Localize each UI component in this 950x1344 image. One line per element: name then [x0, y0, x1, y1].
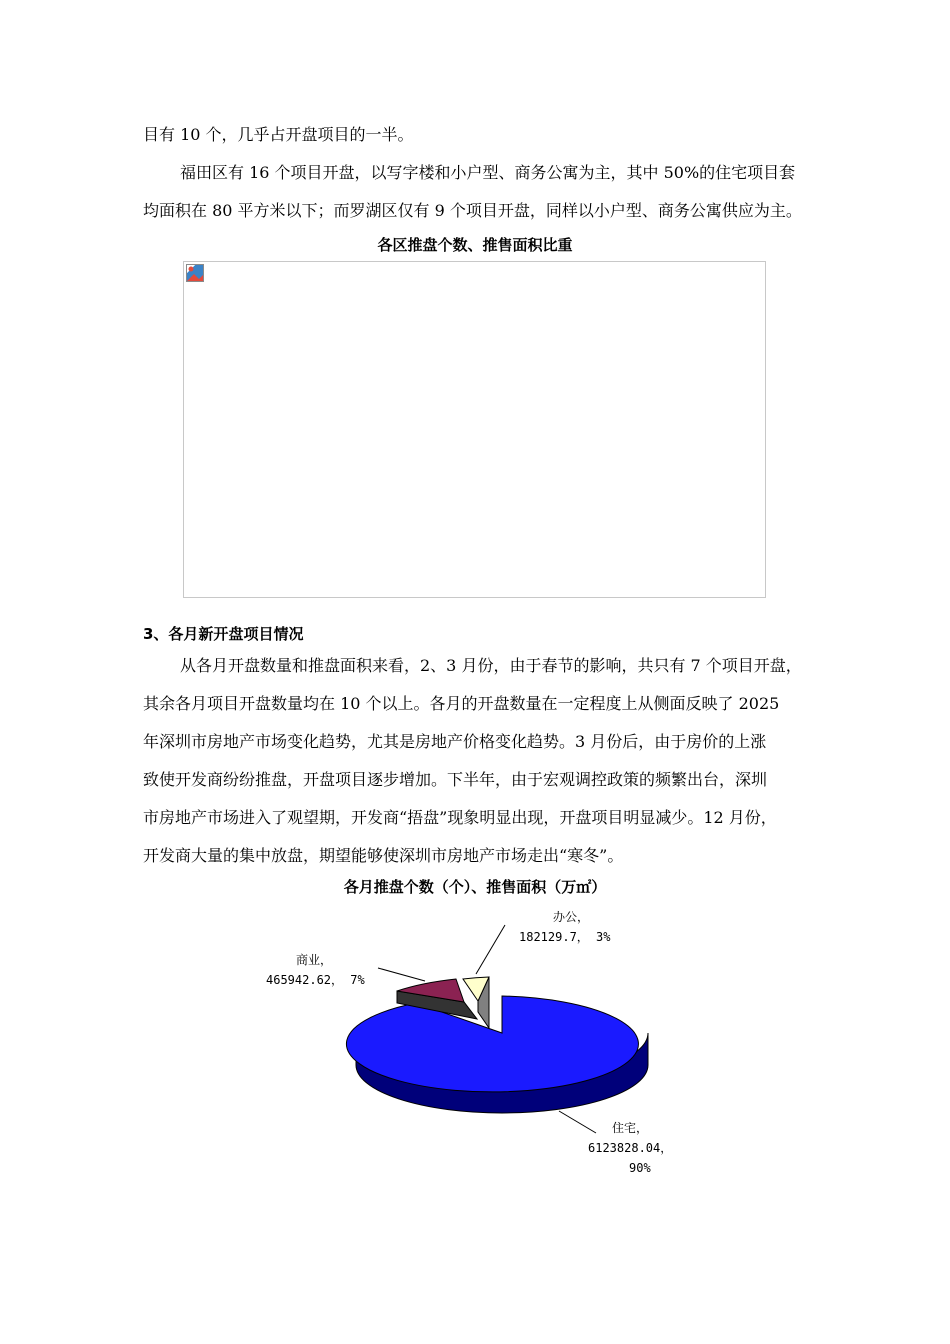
pie-label-residential-value: 6123828.04，	[588, 1141, 673, 1155]
leader-line-office	[476, 925, 505, 974]
pie-label-office-name: 办公，	[553, 910, 590, 924]
leader-line-commerce	[378, 968, 425, 981]
paragraph-line: 开发商大量的集中放盘，期望能够使深圳市房地产市场走出“寒冬”。	[143, 846, 624, 865]
pie-label-residential-name: 住宅，	[612, 1121, 649, 1135]
paragraph-line: 福田区有 16 个项目开盘，以写字楼和小户型、商务公寓为主，其中 50%的住宅项目套	[180, 163, 796, 182]
pie-label-commerce-name: 商业，	[296, 953, 333, 967]
paragraph-line: 均面积在 80 平方米以下；而罗湖区仅有 9 个项目开盘，同样以小户型、商务公寓供应为主。	[143, 201, 802, 220]
pie-label-office-value: 182129.7， 3%	[519, 930, 611, 944]
paragraph-line: 年深圳市房地产市场变化趋势，尤其是房地产价格变化趋势。3 月份后，由于房价的上涨	[143, 732, 767, 751]
leader-line-residential	[559, 1111, 596, 1133]
paragraph-line: 致使开发商纷纷推盘，开盘项目逐步增加。下半年，由于宏观调控政策的频繁出台，深圳	[143, 770, 768, 789]
section-heading: 3、各月新开盘项目情况	[143, 625, 304, 643]
paragraph-line: 从各月开盘数量和推盘面积来看，2、3 月份，由于春节的影响，共只有 7 个项目开盘，	[180, 656, 802, 675]
chart-caption: 各月推盘个数（个）、推售面积（万㎡）	[343, 878, 607, 896]
figure-caption: 各区推盘个数、推售面积比重	[377, 236, 573, 254]
paragraph-line: 市房地产市场进入了观望期，开发商“捂盘”现象明显出现，开盘项目明显减少。12 月份，	[143, 808, 777, 827]
pie-label-commerce-value: 465942.62， 7%	[266, 973, 365, 987]
paragraph-line: 目有 10 个，几乎占开盘项目的一半。	[143, 125, 414, 144]
pie-label-residential-percent: 90%	[629, 1161, 651, 1175]
paragraph-line: 其余各月项目开盘数量均在 10 个以上。各月的开盘数量在一定程度上从侧面反映了 2025	[143, 694, 780, 713]
pie-slice-residential	[346, 996, 638, 1092]
